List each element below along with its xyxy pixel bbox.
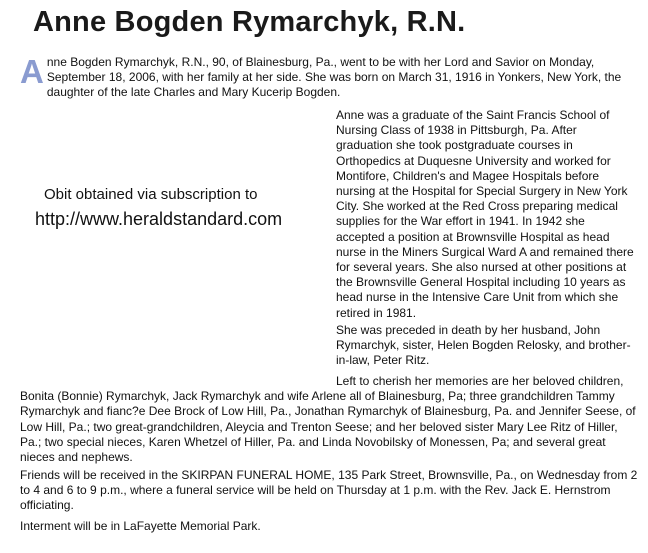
visitation-paragraph: Friends will be received in the SKIRPAN FUNERAL HOME, 135 Park Street, Brownsville, Pa., on Wednesday from 2 to 4 and 6 to 9 p.m., where a funeral service will be held on Thursday at 1 p.m. with the Rev. Jack E. Hernstrom officiating. [20,468,638,513]
survivors-paragraph: Left to cherish her memories are her beloved children, Bonita (Bonnie) Rymarchyk, Jack Rymarchyk and wife Arlene all of Blainesburg, Pa; three grandchildren Tammy Rymarchyk and fianc?e Dee Brock of Low Hill, Pa., Jonathan Rymarchyk of Blainesburg, Pa. and Jennifer Seese, of Low Hill, Pa.; two great-grandchildren, Aleycia and Trenton Seese; and her beloved sister Mary Lee Ritz of Hiller, Pa.; two special nieces, Karen Whetzel of Hiller, Pa. and Linda Novobilsky of Monessen, Pa; and several great nieces and nephews. [20,374,636,465]
source-note: Obit obtained via subscription to [44,186,258,203]
interment-paragraph: Interment will be in LaFayette Memorial Park. [20,519,261,533]
drop-cap-letter: A [20,53,44,90]
intro-paragraph [20,55,636,101]
intro-text: nne Bogden Rymarchyk, R.N., 90, of Blainesburg, Pa., went to be with her Lord and Savior on Monday, September 18, 2006, with her family at her side. She was born on March 31, 1916 in Yonkers, New York, the daughter of the late Charles and Mary Kucerip Bogden. [46,55,622,100]
career-paragraph: Anne was a graduate of the Saint Francis School of Nursing Class of 1938 in Pittsburgh, Pa. After graduation she took postgraduate courses in Orthopedics at Duquesne University and worked for Montifore, Children's and Magee Hospitals before nursing at the Hospital for Special Surgery in New York City. She worked at the Red Cross preparing medical supplies for the War effort in 1941. In 1942 she accepted a position at Brownsville Hospital as head nurse in the Miners Surgical Ward A and remained there for several years. She also nursed at other positions at the Brownsville General Hospital including 10 years as head nurse in the Intensive Care Unit from which she retired in 1981. [336,108,634,320]
source-url: http://www.heraldstandard.com [35,209,283,229]
obituary-title: Anne Bogden Rymarchyk, R.N. [33,6,466,38]
preceded-paragraph: She was preceded in death by her husband, John Rymarchyk, sister, Helen Bogden Relosky, and brother-in-law, Peter Ritz. [336,323,631,368]
